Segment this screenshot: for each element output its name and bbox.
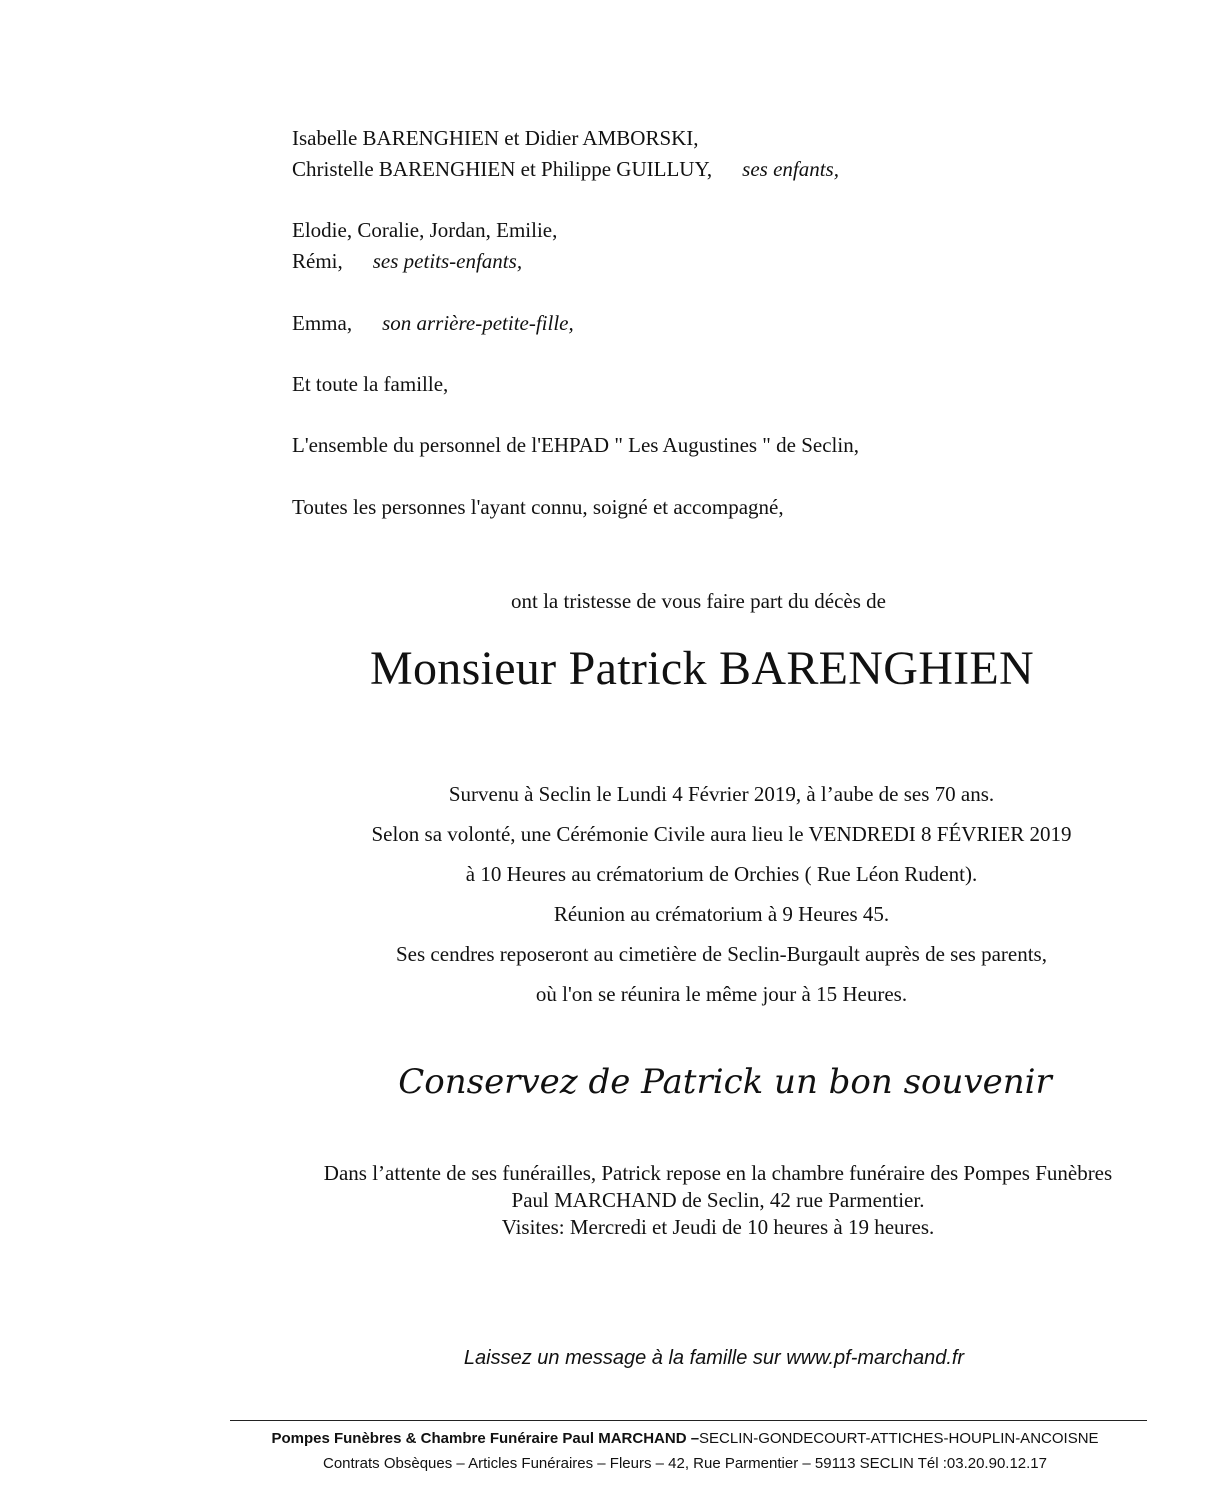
detail-line-1: Survenu à Seclin le Lundi 4 Février 2019, à l’aube de ses 70 ans. — [448, 782, 995, 806]
repose-line-3: Visites: Mercredi et Jeudi de 10 heures à 19 heures. — [501, 1215, 935, 1239]
footer-divider — [230, 1420, 1147, 1421]
great-grandchild-name: Emma, — [292, 311, 353, 335]
footer-company: Pompes Funèbres & Chambre Funéraire Paul MARCHAND – — [271, 1430, 700, 1447]
repose-info — [0, 1160, 1214, 1241]
children-line-1: Isabelle BARENGHIEN et Didier AMBORSKI, — [292, 126, 699, 150]
great-grandchild-line — [292, 309, 574, 337]
repose-line-2: Paul MARCHAND de Seclin, 42 rue Parmentier. — [511, 1188, 925, 1212]
grandchildren-line-2 — [292, 247, 522, 275]
others-line: Toutes les personnes l'ayant connu, soigné et accompagné, — [292, 495, 784, 519]
children-names: Christelle BARENGHIEN et Philippe GUILLUY, — [292, 157, 713, 181]
grandchildren-names: Rémi, — [292, 249, 343, 273]
grandchildren-line-1: Elodie, Coralie, Jordan, Emilie, — [292, 218, 558, 242]
repose-line-1: Dans l’attente de ses funérailles, Patrick repose en la chambre funéraire des Pompes Funèbres — [323, 1161, 1113, 1185]
staff-line: L'ensemble du personnel de l'EHPAD " Les Augustines " de Seclin, — [292, 433, 859, 457]
footer-line-2: Contrats Obsèques – Articles Funéraires – Fleurs – 42, Rue Parmentier – 59113 SECLIN Tél :03.20.90.12.17 — [322, 1455, 1047, 1472]
detail-line-6: où l'on se réunira le même jour à 15 Heures. — [535, 982, 908, 1006]
footer-towns: SECLIN-GONDECOURT-ATTICHES-HOUPLIN-ANCOISNE — [699, 1430, 1099, 1447]
family-line: Et toute la famille, — [292, 372, 449, 396]
detail-line-5: Ses cendres reposeront au cimetière de Seclin-Burgault auprès de ses parents, — [396, 942, 1047, 966]
children-line-2 — [292, 155, 839, 183]
footer-line-1 — [0, 1430, 1214, 1447]
deceased-name: Monsieur Patrick BARENGHIEN — [370, 642, 1035, 695]
great-grandchild-relation: son arrière-petite-fille, — [382, 311, 574, 335]
guestbook-message: Laissez un message à la famille sur www.pf-marchand.fr — [463, 1347, 965, 1369]
detail-line-2: Selon sa volonté, une Cérémonie Civile aura lieu le VENDREDI 8 FÉVRIER 2019 — [371, 822, 1072, 846]
children-relation: ses enfants, — [742, 157, 839, 181]
detail-line-3: à 10 Heures au crématorium de Orchies ( Rue Léon Rudent). — [465, 862, 978, 886]
souvenir-quote: Conservez de Patrick un bon souvenir — [398, 1062, 1052, 1102]
detail-line-4: Réunion au crématorium à 9 Heures 45. — [553, 902, 890, 926]
grandchildren-relation: ses petits-enfants, — [372, 249, 523, 273]
announcement-intro: ont la tristesse de vous faire part du décès de — [511, 589, 886, 613]
